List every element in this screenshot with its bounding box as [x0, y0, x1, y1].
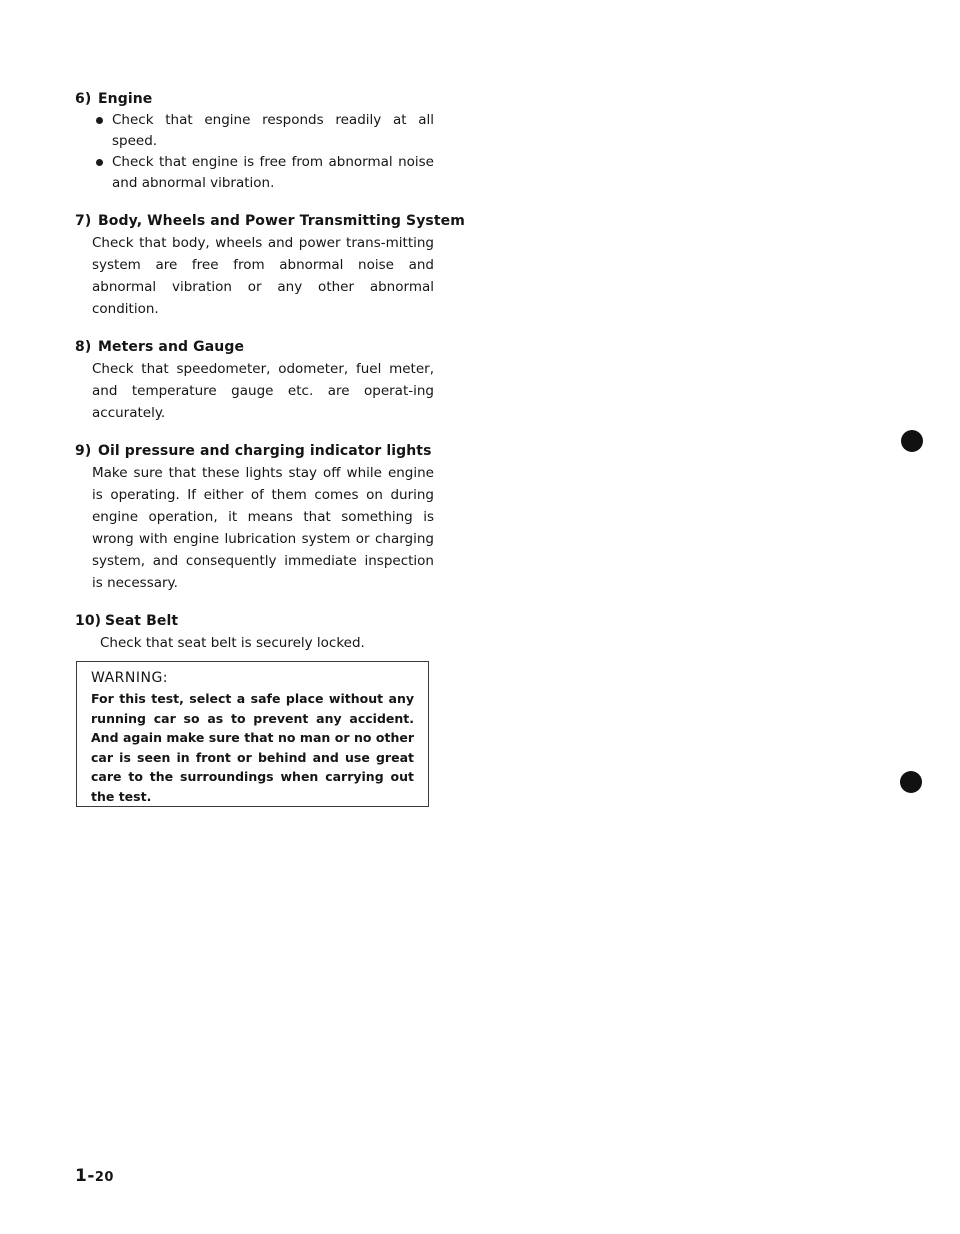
section-engine: [76, 88, 434, 194]
binder-hole-icon: [901, 430, 923, 452]
section-seat-belt: [76, 610, 434, 654]
section-text: Check that body, wheels and power trans-mitting system are free from abnormal noise and abnormal vibration or any other abnormal condition.: [92, 235, 434, 317]
list-item-text: Check that engine responds readily at all speed.: [112, 112, 434, 149]
section-indicator-lights: [76, 440, 434, 594]
list-item-text: Check that engine is free from abnormal noise and abnormal vibration.: [112, 154, 434, 191]
section-title: Body, Wheels and Power Transmitting System: [97, 213, 465, 229]
section-title: Seat Belt: [104, 613, 179, 629]
section-number: 7): [75, 213, 92, 229]
section-number: 8): [75, 339, 92, 355]
bullet-icon: [96, 117, 103, 124]
section-heading: [76, 610, 434, 632]
section-heading: [76, 336, 434, 358]
section-meters-gauge: [76, 336, 434, 424]
section-body-wheels: [75, 210, 465, 320]
list-item: [94, 110, 434, 152]
warning-title: WARNING:: [91, 670, 169, 686]
section-text: Make sure that these lights stay off while engine is operating. If either of them comes on during engine operation, it means that something is wrong with engine lubrication system or charging system, and consequently immediate inspection is necessary.: [92, 465, 434, 591]
warning-text: For this test, select a safe place without any running car so as to prevent any accident. And again make sure that no man or no other car is seen in front or behind and use great care to the surroundings when carrying out the test.: [91, 691, 414, 804]
page-number-major: 1-: [75, 1166, 95, 1186]
bullet-list: [76, 110, 434, 194]
section-title: Oil pressure and charging indicator lights: [97, 443, 432, 459]
section-number: 6): [75, 91, 92, 107]
page-number-minor: 20: [94, 1170, 114, 1185]
page-number: [75, 1166, 114, 1186]
section-heading: [76, 88, 434, 110]
section-number: 10): [75, 613, 102, 629]
section-text: Check that seat belt is securely locked.: [100, 635, 365, 651]
section-title: Engine: [97, 91, 153, 107]
list-item: [94, 152, 434, 194]
section-text: Check that speedometer, odometer, fuel meter, and temperature gauge etc. are operat-ing accurately.: [92, 361, 434, 421]
warning-box: [76, 661, 429, 807]
binder-hole-icon: [900, 771, 922, 793]
section-heading: [75, 210, 465, 232]
section-heading: [76, 440, 434, 462]
section-number: 9): [75, 443, 92, 459]
inspection-column: [75, 88, 465, 670]
bullet-icon: [96, 159, 103, 166]
section-title: Meters and Gauge: [97, 339, 245, 355]
